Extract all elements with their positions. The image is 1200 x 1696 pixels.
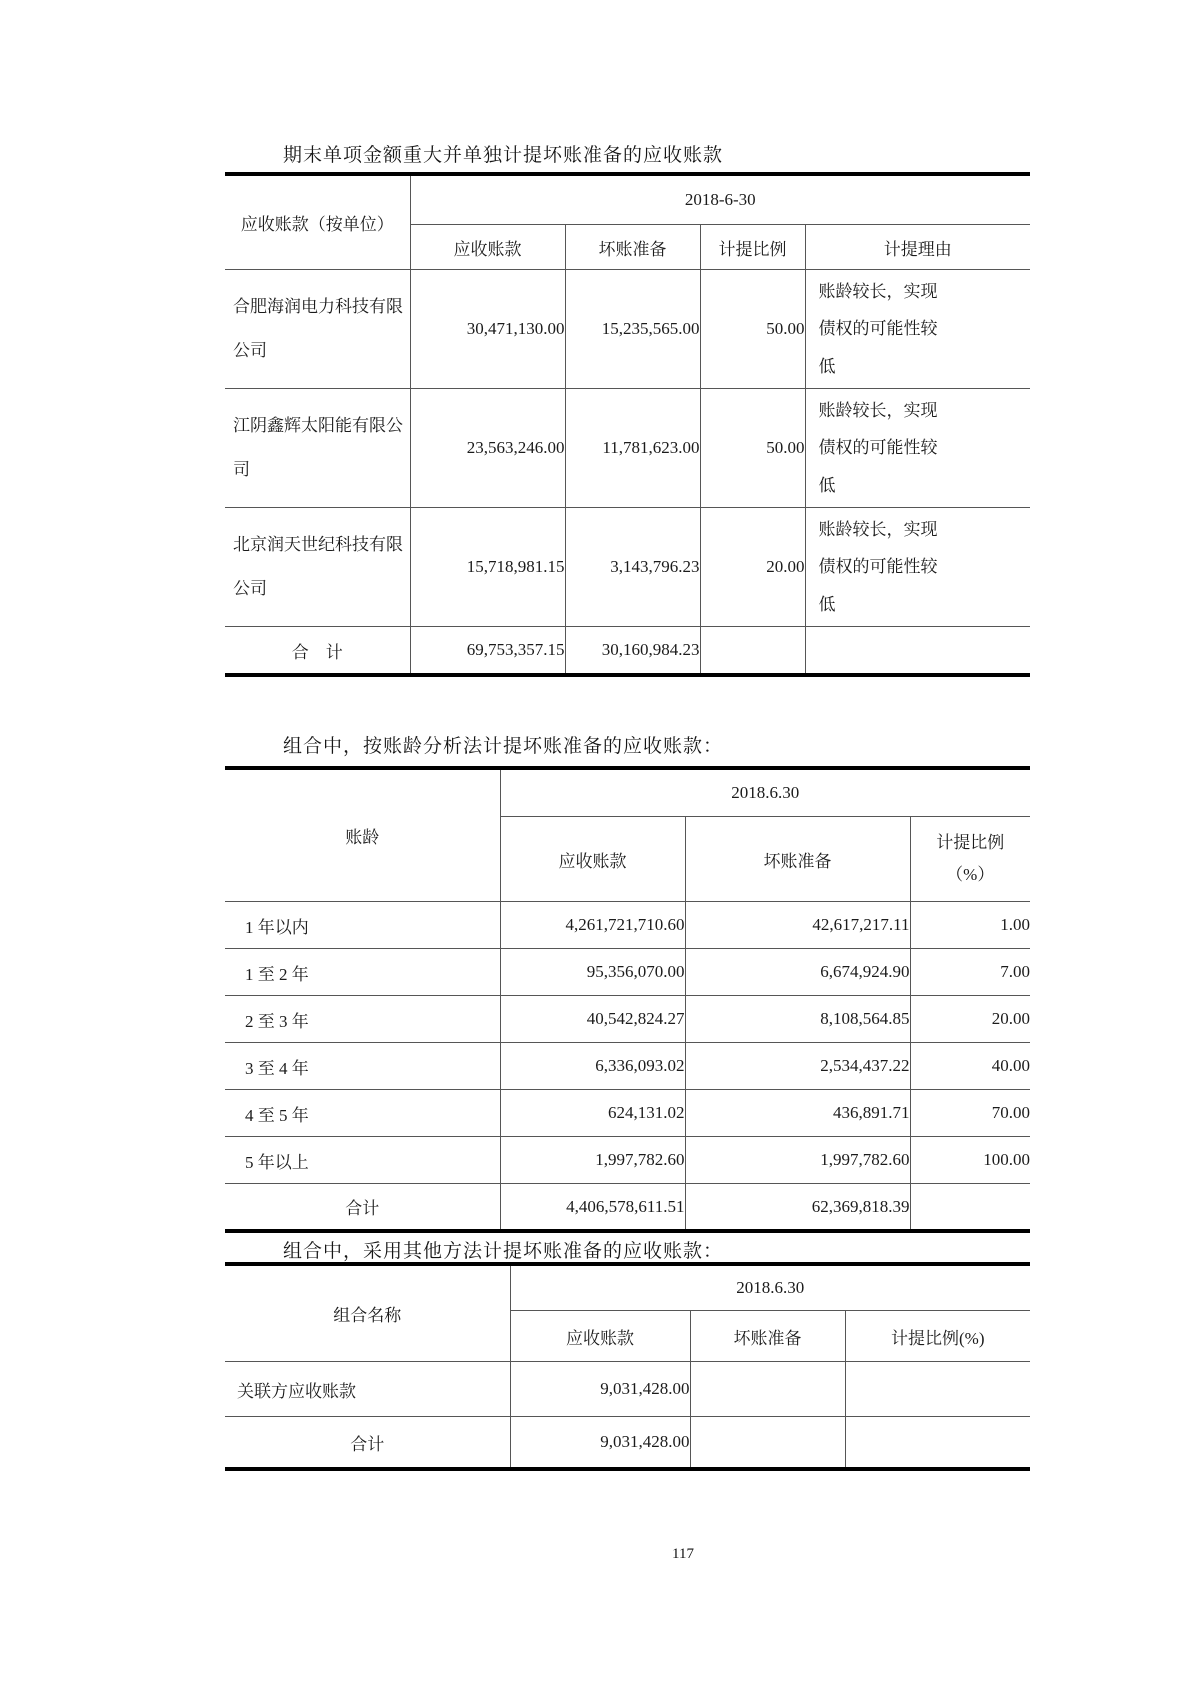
aging-label-cell: 1 至 2 年 (225, 949, 500, 996)
receivable-cell: 624,131.02 (500, 1090, 685, 1137)
ratio-cell (845, 1362, 1030, 1417)
bad-debt-cell: 2,534,437.22 (685, 1043, 910, 1090)
receivable-cell: 40,542,824.27 (500, 996, 685, 1043)
table-row (225, 1090, 1030, 1137)
total-row (225, 1184, 1030, 1232)
reason-cell (805, 270, 1030, 389)
table-row (225, 389, 1030, 508)
total-receivable-cell: 9,031,428.00 (510, 1417, 690, 1470)
table3-date-header: 2018.6.30 (510, 1264, 1030, 1311)
receivable-cell: 9,031,428.00 (510, 1362, 690, 1417)
aging-label-cell: 1 年以内 (225, 902, 500, 949)
company-name-cell: 江阴鑫辉太阳能有限公司 (225, 389, 410, 508)
ratio-cell: 40.00 (910, 1043, 1030, 1090)
total-reason-cell (805, 627, 1030, 676)
table1-date-header: 2018-6-30 (410, 174, 1030, 225)
reason-text: 账龄较长，实现债权的可能性较低 (818, 519, 938, 614)
company-name-cell: 合肥海润电力科技有限公司 (225, 270, 410, 389)
ratio-cell: 50.00 (700, 270, 805, 389)
section1-title: 期末单项金额重大并单独计提坏账准备的应收账款 (283, 145, 724, 166)
table1-col1-header: 应收账款（按单位） (225, 174, 410, 270)
section2-title: 组合中，按账龄分析法计提坏账准备的应收账款： (283, 736, 724, 757)
total-label-cell: 合 计 (225, 627, 410, 676)
page-number: 117 (672, 1546, 694, 1562)
bad-debt-cell (690, 1362, 845, 1417)
table1-reason-header: 计提理由 (805, 225, 1030, 270)
bad-debt-cell: 8,108,564.85 (685, 996, 910, 1043)
table2-date-header: 2018.6.30 (500, 768, 1030, 817)
company-name-cell: 北京润天世纪科技有限公司 (225, 508, 410, 627)
ratio-cell: 1.00 (910, 902, 1030, 949)
receivable-cell: 6,336,093.02 (500, 1043, 685, 1090)
aging-label-cell: 2 至 3 年 (225, 996, 500, 1043)
bad-debt-cell: 11,781,623.00 (565, 389, 700, 508)
bad-debt-cell: 3,143,796.23 (565, 508, 700, 627)
total-label-cell: 合计 (225, 1184, 500, 1232)
reason-text: 账龄较长，实现债权的可能性较低 (818, 281, 938, 376)
table3-receivable-header: 应收账款 (510, 1311, 690, 1362)
bad-debt-cell: 6,674,924.90 (685, 949, 910, 996)
total-bad-debt-cell (690, 1417, 845, 1470)
reason-cell (805, 508, 1030, 627)
total-bad-debt-cell: 62,369,818.39 (685, 1184, 910, 1232)
table2-baddebt-header: 坏账准备 (685, 817, 910, 902)
aging-label-cell: 3 至 4 年 (225, 1043, 500, 1090)
ratio-cell: 100.00 (910, 1137, 1030, 1184)
table-row (225, 508, 1030, 627)
receivable-cell: 1,997,782.60 (500, 1137, 685, 1184)
table2-ratio-header-line2: （%） (946, 865, 995, 884)
table2-header-row-date (225, 768, 1030, 817)
receivable-cell: 23,563,246.00 (410, 389, 565, 508)
ratio-cell: 20.00 (700, 508, 805, 627)
table3-ratio-header: 计提比例(%) (845, 1311, 1030, 1362)
ratio-cell: 7.00 (910, 949, 1030, 996)
receivable-cell: 30,471,130.00 (410, 270, 565, 389)
table-row (225, 1043, 1030, 1090)
table3-header-row-date (225, 1264, 1030, 1311)
receivable-cell: 4,261,721,710.60 (500, 902, 685, 949)
other-method-table (225, 1262, 1030, 1471)
table1-ratio-header: 计提比例 (700, 225, 805, 270)
total-row (225, 1417, 1030, 1470)
table-row (225, 996, 1030, 1043)
bad-debt-cell: 436,891.71 (685, 1090, 910, 1137)
total-ratio-cell (910, 1184, 1030, 1232)
portfolio-name-cell: 关联方应收账款 (225, 1362, 510, 1417)
aging-label-cell: 5 年以上 (225, 1137, 500, 1184)
reason-text: 账龄较长，实现债权的可能性较低 (818, 400, 938, 495)
table2-ratio-header (910, 817, 1030, 902)
bad-debt-cell: 1,997,782.60 (685, 1137, 910, 1184)
table2-receivable-header: 应收账款 (500, 817, 685, 902)
total-receivable-cell: 69,753,357.15 (410, 627, 565, 676)
reason-cell (805, 389, 1030, 508)
ratio-cell: 20.00 (910, 996, 1030, 1043)
total-row (225, 627, 1030, 676)
total-ratio-cell (700, 627, 805, 676)
aging-label-cell: 4 至 5 年 (225, 1090, 500, 1137)
table2-col1-header: 账龄 (225, 768, 500, 902)
table-row (225, 949, 1030, 996)
section3-title: 组合中，采用其他方法计提坏账准备的应收账款： (283, 1241, 724, 1262)
total-label-cell: 合计 (225, 1417, 510, 1470)
table-row (225, 1362, 1030, 1417)
receivable-cell: 15,718,981.15 (410, 508, 565, 627)
individually-assessed-table (225, 172, 1030, 677)
table-row (225, 1137, 1030, 1184)
table1-receivable-header: 应收账款 (410, 225, 565, 270)
table3-col1-header: 组合名称 (225, 1264, 510, 1362)
table1-baddebt-header: 坏账准备 (565, 225, 700, 270)
table2-ratio-header-line1: 计提比例 (936, 832, 1005, 852)
bad-debt-cell: 42,617,217.11 (685, 902, 910, 949)
aging-analysis-table (225, 766, 1030, 1233)
total-receivable-cell: 4,406,578,611.51 (500, 1184, 685, 1232)
table3-baddebt-header: 坏账准备 (690, 1311, 845, 1362)
ratio-cell: 50.00 (700, 389, 805, 508)
table-row (225, 270, 1030, 389)
table1-header-row-date (225, 174, 1030, 225)
receivable-cell: 95,356,070.00 (500, 949, 685, 996)
total-ratio-cell (845, 1417, 1030, 1470)
table-row (225, 902, 1030, 949)
ratio-cell: 70.00 (910, 1090, 1030, 1137)
bad-debt-cell: 15,235,565.00 (565, 270, 700, 389)
total-bad-debt-cell: 30,160,984.23 (565, 627, 700, 676)
